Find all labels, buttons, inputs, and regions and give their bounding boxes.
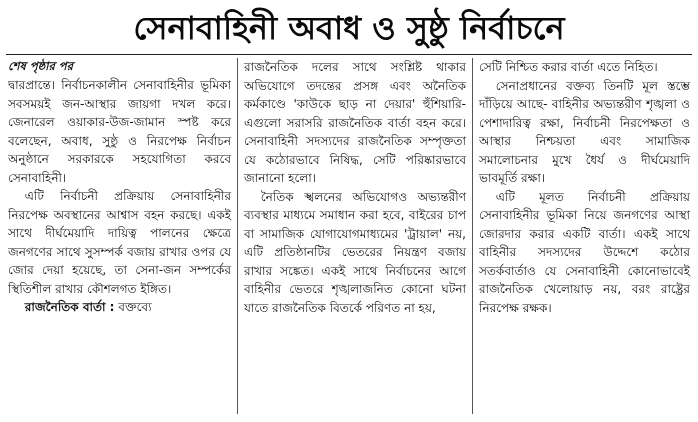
article-columns [6,58,692,414]
headline: সেনাবাহিনী অবাধ ও সুষ্ঠু নির্বাচনে [133,9,565,47]
column-1 [6,58,237,414]
column-1-paragraph-2: এটি নির্বাচনী প্রক্রিয়ায় সেনাবাহিনীর নিরপেক্ষ অবস্থানের আশ্বাস বহন করছে। একই সাথে দীর্ঘমেয়াদি দায়িত্ব পালনের ক্ষেত্রে জনগণের সাথে সুসম্পর্ক বজায় রাখার ওপর যে জোর দেয়া হয়েছে, তা সেনা-জন সম্পর্কের স্থিতিশীল রাখার কৌশলগত ইঙ্গিত। [8,189,231,296]
column-2-paragraph-2: নৈতিক স্খলনের অভিযোগও অভ্যন্তরীণ ব্যবস্থার মাধ্যমে সমাধান করা হবে, বাইরের চাপ বা সামাজিক যোগাযোগমাধ্যমের 'ট্রায়াল' নয়, এটি প্রতিষ্ঠানটির ভেতরের নিয়ন্ত্রণ বজায় রাখার সঙ্কেত। একই সাথে নির্বাচনের আগে বাহিনীর ভেতরে শৃঙ্খলাজনিত কোনো ঘটনা যাতে রাজনৈতিক বিতর্কে পরিণত না হয়, [244,189,466,315]
column-3 [472,58,692,414]
continued-label: শেষ পৃষ্ঠার পর [8,59,73,73]
column-2-paragraph-1: রাজনৈতিক দলের সাথে সংশ্লিষ্ট থাকার অভিযোগে তদন্তের প্রসঙ্গ এবং অনৈতিক কর্মকাণ্ডে 'কাউকে ছাড় না দেয়ার' হুঁশিয়ারি-এগুলো সরাসরি রাজনৈতিক বার্তা বহন করে। সেনাবাহিনী সদস্যদের রাজনৈতিক সম্পৃক্ততা যে কঠোরভাবে নিষিদ্ধ, সেটি পরিষ্কারভাবে জানানো হলো। [244,60,466,185]
column-1-paragraph-3 [8,298,231,317]
column-3-paragraph-2: সেনাপ্রধানের বক্তব্য তিনটি মূল স্তম্ভে দাঁড়িয়ে আছে- বাহিনীর অভ্যন্তরীণ শৃঙ্খলা ও পেশাদারিত্ব রক্ষা, নির্বাচনী নিরপেক্ষতা ও আস্থার নিশ্চয়তা এবং সামাজিক সমালোচনার মুখে ধৈর্য ও দীর্ঘমেয়াদি ভাবমূর্তি রক্ষা। [479,78,690,185]
subhead-political-message: রাজনৈতিক বার্তা : [24,300,115,314]
column-3-paragraph-3: এটি মূলত নির্বাচনী প্রক্রিয়ায় সেনাবাহিনীর ভূমিকা নিয়ে জনগণের আস্থা জোরদার করার একটি বার্তা। একই সাথে বাহিনীর সদস্যদের উদ্দেশে কঠোর সতর্কবার্তাও যে সেনাবাহিনী কোনোভাবেই রাজনৈতিক খেলোয়াড় নয়, বরং রাষ্ট্রের নিরপেক্ষ রক্ষক। [479,189,690,315]
column-2 [237,58,472,414]
column-3-paragraph-1: সেটি নিশ্চিত করার বার্তা এতে নিহিত। [479,60,658,74]
column-1-paragraph-3-text: বক্তব্যে [114,300,152,314]
headline-rule [6,54,692,55]
column-1-paragraph-1: দ্বারপ্রান্তে। নির্বাচনকালীন সেনাবাহিনীর ভূমিকা সবসময়ই জন-আস্থার জায়গা দখল করে। জেনারেল ওয়াকার-উজ-জামান স্পষ্ট করে বলেছেন, অবাধ, সুষ্ঠু ও নিরপেক্ষ নির্বাচন অনুষ্ঠানে সরকারকে সহযোগিতা করবে সেনাবাহিনী। [8,78,231,185]
